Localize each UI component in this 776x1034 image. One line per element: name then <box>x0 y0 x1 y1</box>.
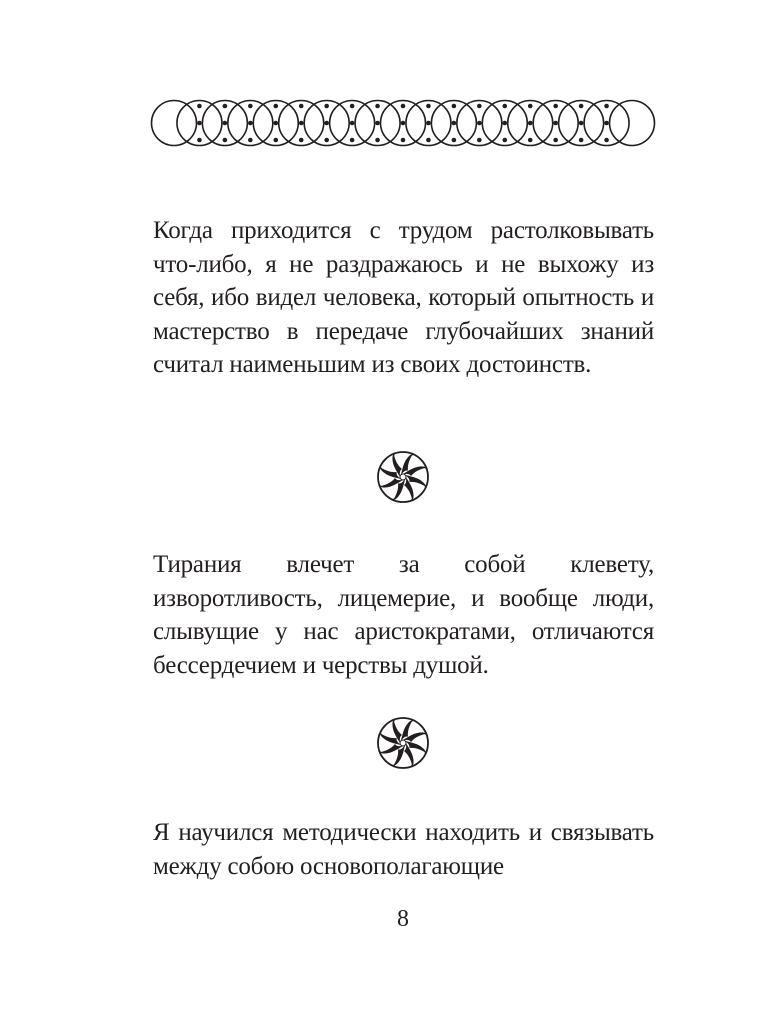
page-number: 8 <box>397 906 409 932</box>
paragraph-1: Когда приходится с трудом растолковывать что-либо, я не раздражаюсь и не выхожу из себя, ибо видел человека, который опытность и мастерство в передаче глубочайших знаний считал наименьшим из своих достоинств. <box>153 217 654 379</box>
paragraph-3: Я научился методически находить и связывать между собою основополагающие <box>153 819 654 880</box>
paragraph-2: Тирания влечет за собой клевету, изворотливость, лицемерие, и вообще люди, слывущие у нас аристократами, отличаются бессердечием и черствы душой. <box>153 551 654 679</box>
header-ornament-icon <box>150 98 656 148</box>
swirl-rosette-icon <box>376 716 430 770</box>
swirl-rosette-icon <box>376 450 430 504</box>
